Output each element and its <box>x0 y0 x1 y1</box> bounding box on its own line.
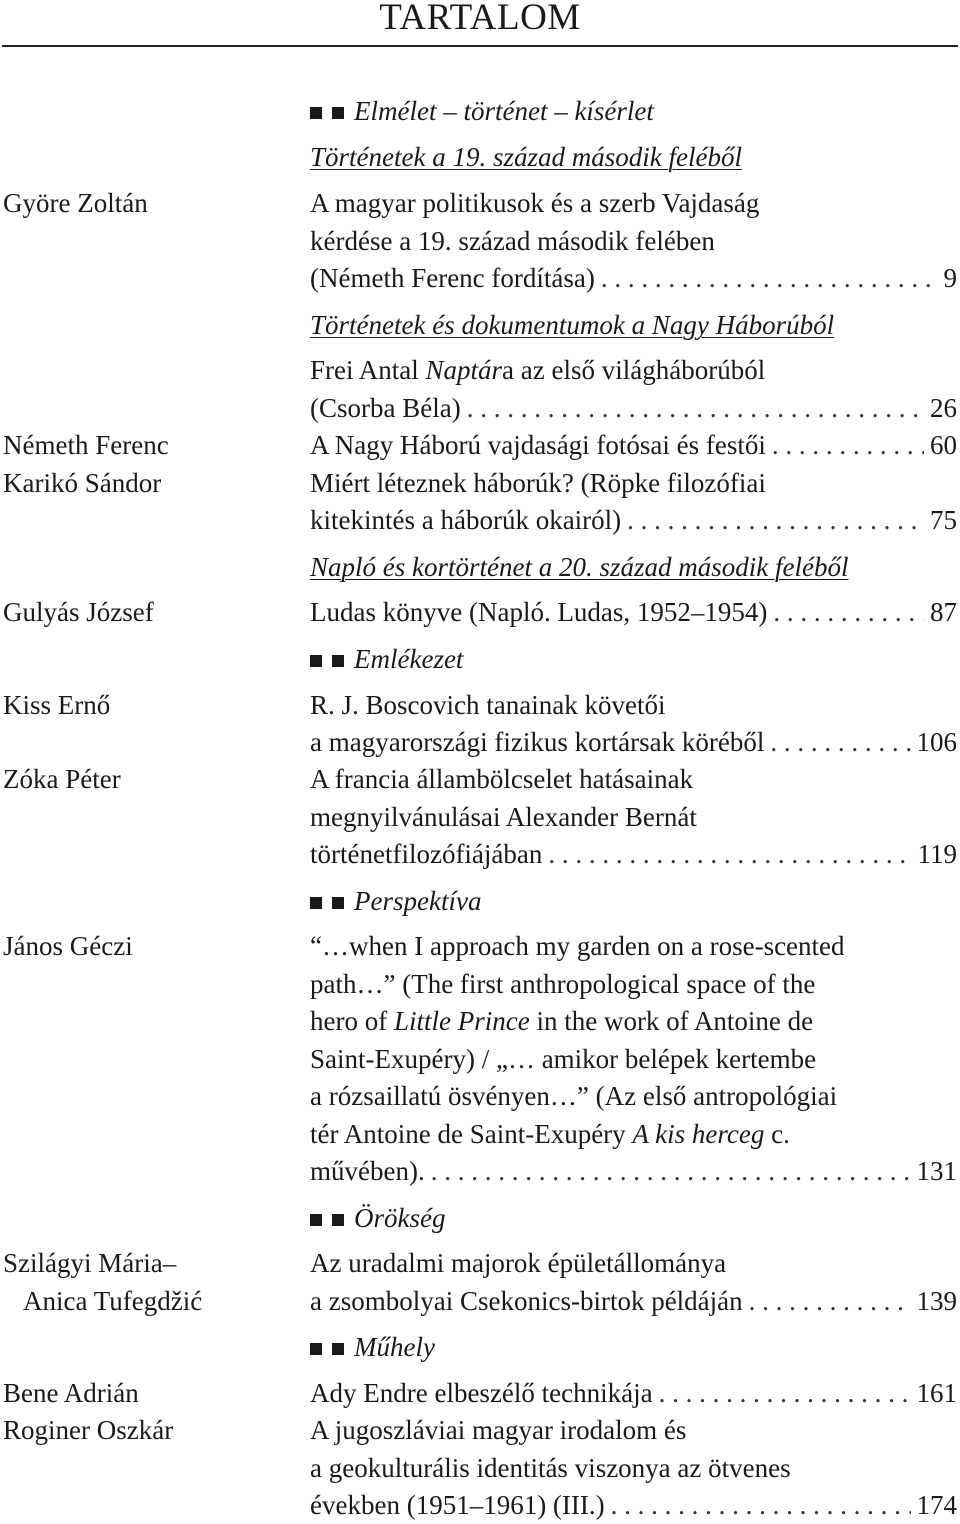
section-heading: Emlékezet <box>310 640 463 678</box>
entry-title: R. J. Boscovich tanainak követői <box>310 690 666 720</box>
square-bullet-icon <box>332 655 344 667</box>
entry-title: kérdése a 19. század második felében <box>310 226 715 256</box>
entry-title: path…” (The first anthropological space of the <box>310 969 816 999</box>
section-heading: Műhely <box>310 1328 435 1366</box>
square-bullet-icon <box>332 1214 344 1226</box>
page-number: 139 <box>916 1286 957 1316</box>
square-bullet-icon <box>310 897 322 909</box>
toc-entry-row[interactable]: A Nagy Háború vajdasági fotósai és festői . . . 60 <box>310 426 957 464</box>
subsection-heading: Történetek és dokumentumok a Nagy Háborúból <box>310 310 835 340</box>
page-number: 87 <box>930 597 957 627</box>
entry-author: Kiss Ernő <box>3 690 111 720</box>
entry-title: A magyar politikusok és a szerb Vajdaság <box>310 188 760 218</box>
dot-leader <box>431 1152 911 1190</box>
entry-title: A francia állambölcselet hatásainak <box>310 764 694 794</box>
dot-leader <box>467 389 924 427</box>
toc-entry-row[interactable]: a magyarországi fizikus kortársak köréből . . . 106 <box>310 723 957 761</box>
entry-author: Karikó Sándor <box>3 468 162 498</box>
square-bullet-icon <box>310 107 322 119</box>
toc-entry-row[interactable]: Ady Endre elbeszélő technikája . . . 161 <box>310 1374 957 1412</box>
entry-title: megnyilvánulásai Alexander Bernát <box>310 802 697 832</box>
toc-entry-row[interactable]: Ludas könyve (Napló. Ludas, 1952–1954) . . . 87 <box>310 593 957 631</box>
page-number: 161 <box>916 1378 957 1408</box>
page-number: 75 <box>930 505 957 535</box>
entry-author: Gulyás József <box>3 597 154 627</box>
subsection-heading: Történetek a 19. század második feléből <box>310 142 742 172</box>
dot-leader <box>770 723 910 761</box>
entry-title: Saint-Exupéry) / „… amikor belépek kertembe <box>310 1044 817 1074</box>
toc-entry-row[interactable]: a zsombolyai Csekonics-birtok példáján . . . 139 <box>310 1282 957 1320</box>
subsection-heading: Napló és kortörténet a 20. század második feléből <box>310 552 849 582</box>
entry-author: János Géczi <box>3 931 133 961</box>
square-bullet-icon <box>332 107 344 119</box>
dot-leader <box>548 835 911 873</box>
toc-entry-row[interactable]: (Németh Ferenc fordítása) . . . 9 <box>310 259 957 297</box>
entry-author: Zóka Péter <box>3 764 121 794</box>
square-bullet-icon <box>310 1343 322 1355</box>
toc-entry-row[interactable]: történetfilozófiájában . . . 119 <box>310 835 957 873</box>
entry-title: “…when I approach my garden on a rose-scented <box>310 931 845 961</box>
page-number: 9 <box>943 263 957 293</box>
dot-leader <box>772 426 924 464</box>
page-number: 60 <box>930 430 957 460</box>
entry-title: A jugoszláviai magyar irodalom és <box>310 1415 687 1445</box>
page-number: 26 <box>930 393 957 423</box>
dot-leader <box>773 593 924 631</box>
toc-entry-row[interactable]: kitekintés a háborúk okairól) . . . 75 <box>310 501 957 539</box>
title-rule <box>2 45 958 47</box>
section-heading: Perspektíva <box>310 882 481 920</box>
page-number: 131 <box>916 1156 957 1186</box>
dot-leader <box>659 1374 911 1412</box>
entry-title: a rózsaillatú ösvényen…” (Az első antropológiai <box>310 1081 838 1111</box>
page-number: 106 <box>916 727 957 757</box>
page-number: 174 <box>916 1490 957 1520</box>
entry-author: Anica Tufegdžić <box>23 1286 203 1316</box>
dot-leader <box>601 259 938 297</box>
entry-title: a geokulturális identitás viszonya az ötvenes <box>310 1453 791 1483</box>
entry-title: hero of Little Prince in the work of Antoine de <box>310 1006 814 1036</box>
square-bullet-icon <box>310 655 322 667</box>
entry-author: Roginer Oszkár <box>3 1415 174 1445</box>
entry-title: Az uradalmi majorok épületállománya <box>310 1248 727 1278</box>
page-title: TARTALOM <box>379 0 581 38</box>
dot-leader <box>627 501 924 539</box>
square-bullet-icon <box>310 1214 322 1226</box>
toc-entry-row[interactable]: művében). . . . 131 <box>310 1152 957 1190</box>
entry-title: Miért léteznek háborúk? (Röpke filozófiai <box>310 468 766 498</box>
entry-author: Szilágyi Mária– <box>3 1248 177 1278</box>
section-heading: Elmélet – történet – kísérlet <box>310 92 654 130</box>
entry-title: Frei Antal Naptára az első világháborúból <box>310 355 766 385</box>
dot-leader <box>749 1282 911 1320</box>
dot-leader <box>611 1486 911 1524</box>
toc-entry-row[interactable]: években (1951–1961) (III.) . . . 174 <box>310 1486 957 1524</box>
entry-author: Bene Adrián <box>3 1378 139 1408</box>
entry-author: Németh Ferenc <box>3 430 169 460</box>
entry-title: tér Antoine de Saint-Exupéry A kis herceg c. <box>310 1119 790 1149</box>
square-bullet-icon <box>332 897 344 909</box>
toc-entry-row[interactable]: (Csorba Béla) . . . 26 <box>310 389 957 427</box>
page-number: 119 <box>917 839 957 869</box>
section-heading: Örökség <box>310 1199 445 1237</box>
entry-author: Györe Zoltán <box>3 188 148 218</box>
square-bullet-icon <box>332 1343 344 1355</box>
